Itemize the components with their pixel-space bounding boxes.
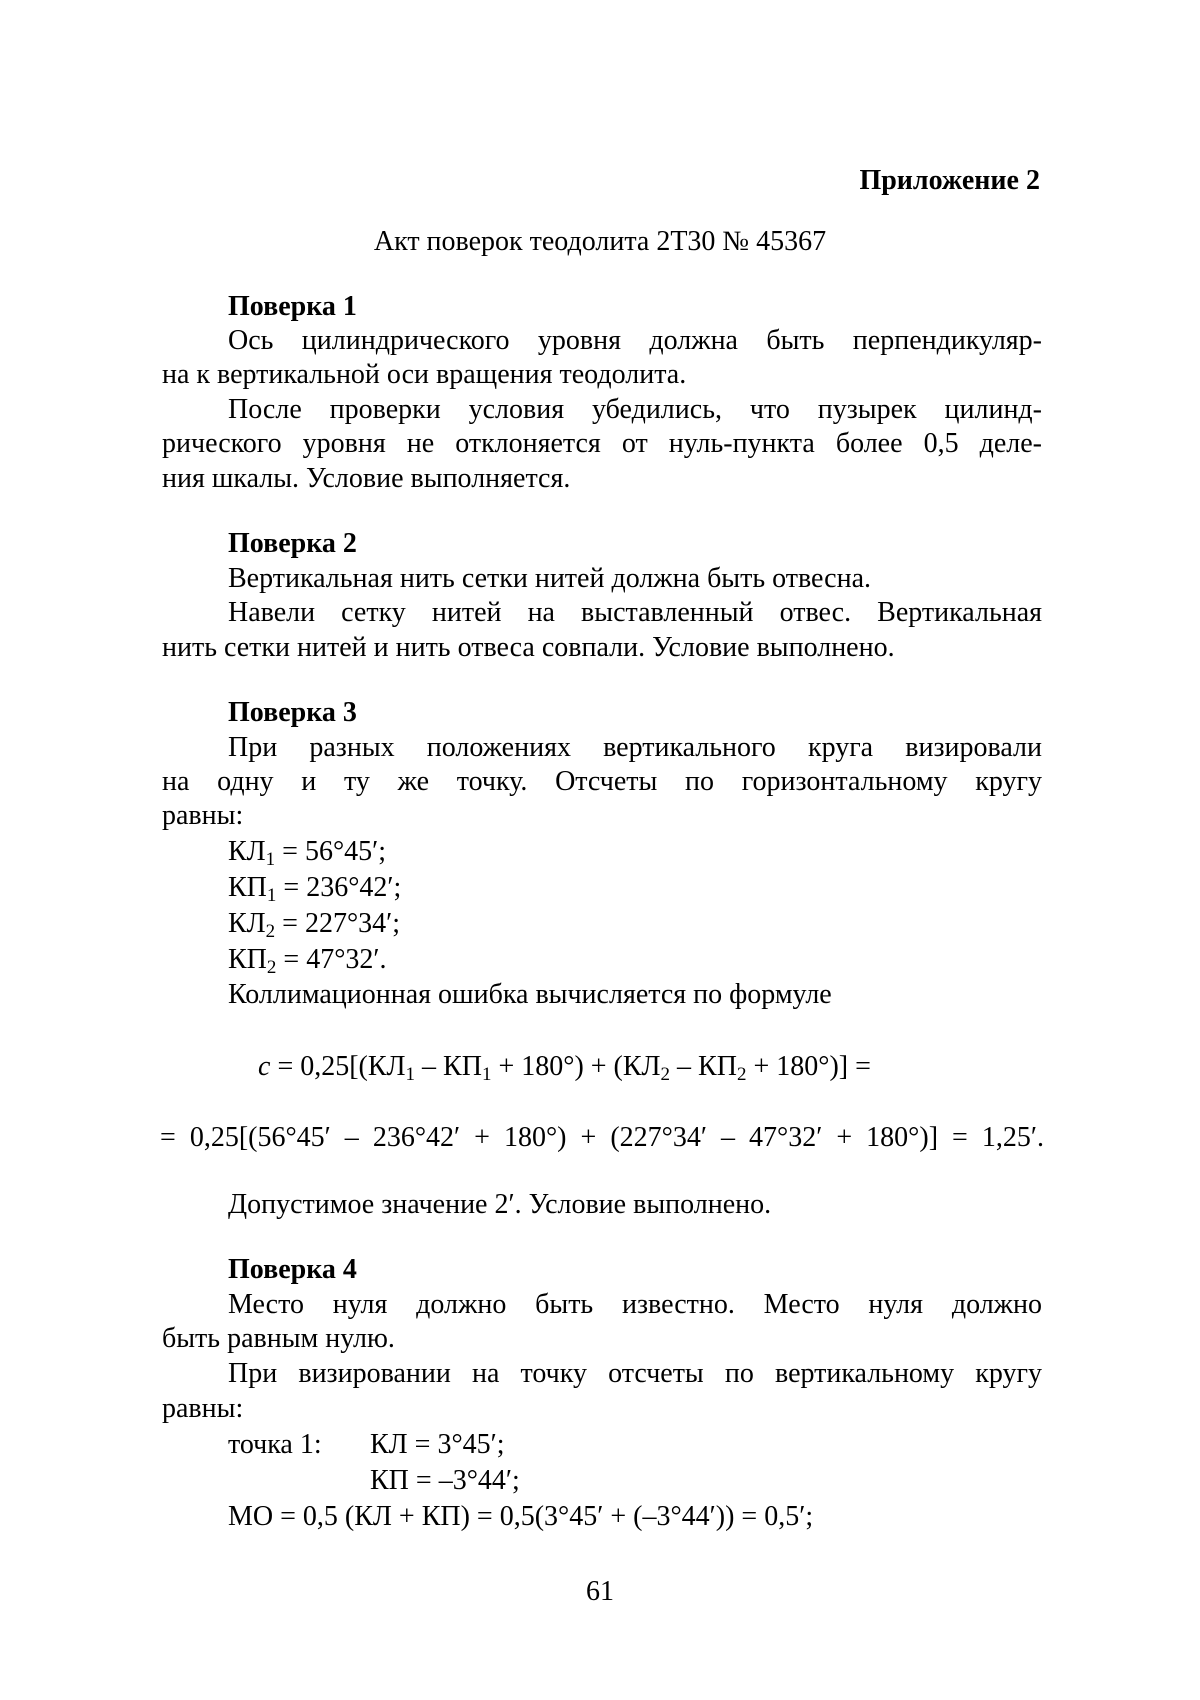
check4-p1-line2: быть равным нулю. xyxy=(162,1322,395,1356)
point1-kl: КЛ = 3°45′; xyxy=(370,1428,505,1462)
check3-conclusion: Допустимое значение 2′. Условие выполнено. xyxy=(228,1188,771,1222)
check4-p2-line2: равны: xyxy=(162,1392,243,1426)
zero-place-formula: МО = 0,5 (КЛ + КП) = 0,5(3°45′ + (–3°44′)) = 0,5′; xyxy=(228,1500,813,1534)
document-title: Акт поверок теодолита 2Т30 № 45367 xyxy=(0,225,1200,259)
check3-p1-line2: на одну и ту же точку. Отсчеты по горизонтальному кругу xyxy=(162,765,1042,799)
collimation-formula: c = 0,25[(КЛ1 – КП1 + 180°) + (КЛ2 – КП2 + 180°)] = xyxy=(258,1050,871,1084)
check1-heading: Поверка 1 xyxy=(228,290,357,324)
check4-heading: Поверка 4 xyxy=(228,1253,357,1287)
check1-p2-line1: После проверки условия убедились, что пузырек цилинд- xyxy=(228,393,1042,427)
check1-p2-line3: ния шкалы. Условие выполняется. xyxy=(162,462,570,496)
formula-intro: Коллимационная ошибка вычисляется по формуле xyxy=(228,978,832,1012)
check3-p1-line3: равны: xyxy=(162,799,243,833)
check2-p1-line1: Вертикальная нить сетки нитей должна быть отвесна. xyxy=(228,562,871,596)
reading-kp2: КП2 = 47°32′. xyxy=(228,943,387,977)
check1-p1-line2: на к вертикальной оси вращения теодолита. xyxy=(162,358,686,392)
check3-p1-line1: При разных положениях вертикального круга визировали xyxy=(228,731,1042,765)
reading-kp1: КП1 = 236°42′; xyxy=(228,871,401,905)
check4-p1-line1: Место нуля должно быть известно. Место нуля должно xyxy=(228,1288,1042,1322)
check1-p2-line2: рического уровня не отклоняется от нуль-пункта более 0,5 деле- xyxy=(162,427,1042,461)
reading-kl1: КЛ1 = 56°45′; xyxy=(228,835,386,869)
collimation-computation: = 0,25[(56°45′ – 236°42′ + 180°) + (227°34′ – 47°32′ + 180°)] = 1,25′. xyxy=(160,1121,1044,1155)
check3-heading: Поверка 3 xyxy=(228,696,357,730)
check2-heading: Поверка 2 xyxy=(228,527,357,561)
document-page xyxy=(0,0,1200,1700)
point1-kp: КП = –3°44′; xyxy=(370,1464,520,1498)
point1-label: точка 1: xyxy=(228,1428,322,1462)
reading-kl2: КЛ2 = 227°34′; xyxy=(228,907,400,941)
check2-p2-line1: Навели сетку нитей на выставленный отвес. Вертикальная xyxy=(228,596,1042,630)
check1-p1-line1: Ось цилиндрического уровня должна быть перпендикуляр- xyxy=(228,324,1042,358)
check4-p2-line1: При визировании на точку отсчеты по вертикальному кругу xyxy=(228,1357,1042,1391)
page-number: 61 xyxy=(0,1575,1200,1609)
appendix-label: Приложение 2 xyxy=(859,164,1040,198)
check2-p2-line2: нить сетки нитей и нить отвеса совпали. Условие выполнено. xyxy=(162,631,895,665)
